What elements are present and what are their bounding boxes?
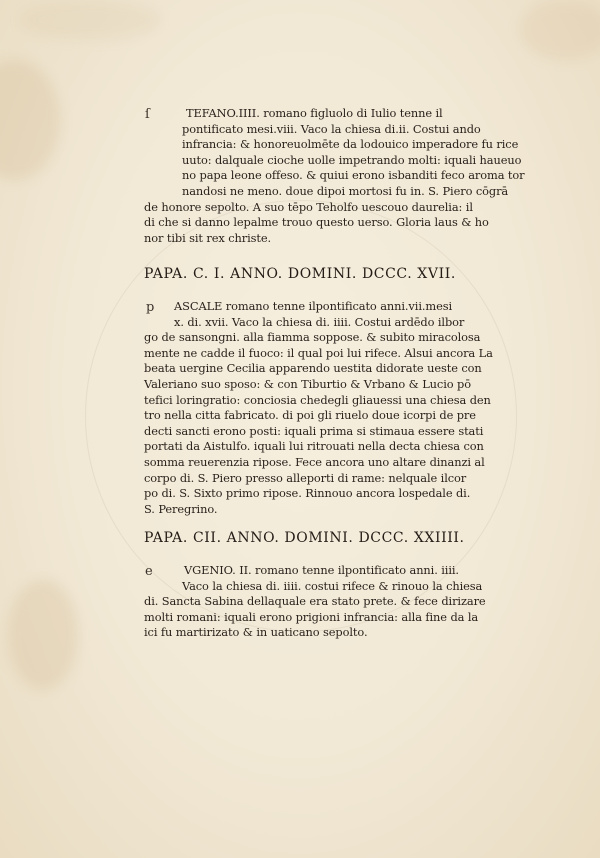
text-line: tefici loringratio: conciosia chedegli gliauessi una chiesa den: [144, 392, 491, 407]
initial-letter: p: [146, 300, 155, 315]
text-line: somma reuerenzia ripose. Fece ancora uno altare dinanzi al: [144, 454, 485, 469]
text-line: de honore sepolto. A suo tēpo Teholfo uescouo daurelia: il: [144, 199, 473, 214]
text-line: molti romani: iquali erono prigioni infrancia: alla fine da la: [144, 609, 479, 624]
paper-stain: [520, 0, 600, 60]
paper-stain: [20, 0, 160, 40]
section-heading: PAPA. CII. ANNO. DOMINI. DCCC. XXIIII.: [144, 530, 465, 546]
text-line: tro nella citta fabricato. di poi gli riuelo doue icorpi de pre: [144, 408, 476, 423]
text-line: ici fu martirizato & in uaticano sepolto.: [144, 625, 368, 640]
text-line: go de sansongni. alla fiamma soppose. & subito miracolosa: [144, 330, 481, 345]
text-line: Valeriano suo sposo: & con Tiburtio & Vrbano & Lucio pō: [144, 376, 471, 391]
section-heading: PAPA. C. I. ANNO. DOMINI. DCCC. XVII.: [144, 266, 456, 282]
paragraph-pascale: [144, 299, 493, 517]
text-line: S. Peregrino.: [144, 501, 218, 516]
initial-letter: ſ: [145, 107, 150, 122]
text-line: portati da Aistulfo. iquali lui ritrouati nella decta chiesa con: [144, 439, 484, 454]
text-line: Vaco la chiesa di. iiii. costui rifece & rinouo la chiesa: [182, 578, 483, 593]
text-line: po di. S. Sixto primo ripose. Rinnouo ancora lospedale di.: [144, 486, 471, 501]
text-line: beata uergine Cecilia apparendo uestita didorate ueste con: [144, 361, 482, 376]
text-line: uuto: dalquale cioche uolle impetrando molti: iquali haueuo: [182, 152, 522, 167]
text-line: no papa leone offeso. & quiui erono isbanditi feco aroma tor: [182, 168, 525, 183]
text-line: x. di. xvii. Vaco la chiesa di. iiii. Costui ardēdo ilbor: [174, 314, 465, 329]
initial-letter: e: [145, 564, 153, 579]
text-line: VGENIO. II. romano tenne ilpontificato anni. iiii.: [184, 563, 459, 577]
text-line: pontificato mesi.viii. Vaco la chiesa di.ii. Costui ando: [182, 121, 481, 136]
paragraph-stefano: [144, 106, 525, 246]
text-line: di. Sancta Sabina dellaquale era stato prete. & fece dirizare: [144, 594, 486, 609]
text-line: ASCALE romano tenne ilpontificato anni.vii.mesi: [174, 299, 453, 313]
paper-stain: [8, 580, 78, 690]
paper-stain: [0, 60, 60, 180]
text-line: mente ne cadde il fuoco: il qual poi lui rifece. Alsui ancora La: [144, 345, 493, 360]
text-line: TEFANO.IIII. romano figluolo di Iulio tenne il: [186, 106, 443, 120]
paragraph-eugenio: [144, 563, 486, 641]
text-line: infrancia: & honoreuolmēte da lodouico imperadore fu rice: [182, 137, 519, 152]
text-line: nandosi ne meno. doue dipoi mortosi fu in. S. Piero cōgrā: [182, 183, 509, 198]
text-line: di che si danno lepalme trouo questo uerso. Gloria laus & ho: [144, 215, 489, 230]
text-line: nor tibi sit rex christe.: [144, 230, 272, 245]
text-line: corpo di. S. Piero presso alleporti di rame: nelquale ilcor: [144, 470, 467, 485]
text-line: decti sancti erono posti: iquali prima si stimaua essere stati: [144, 423, 484, 438]
